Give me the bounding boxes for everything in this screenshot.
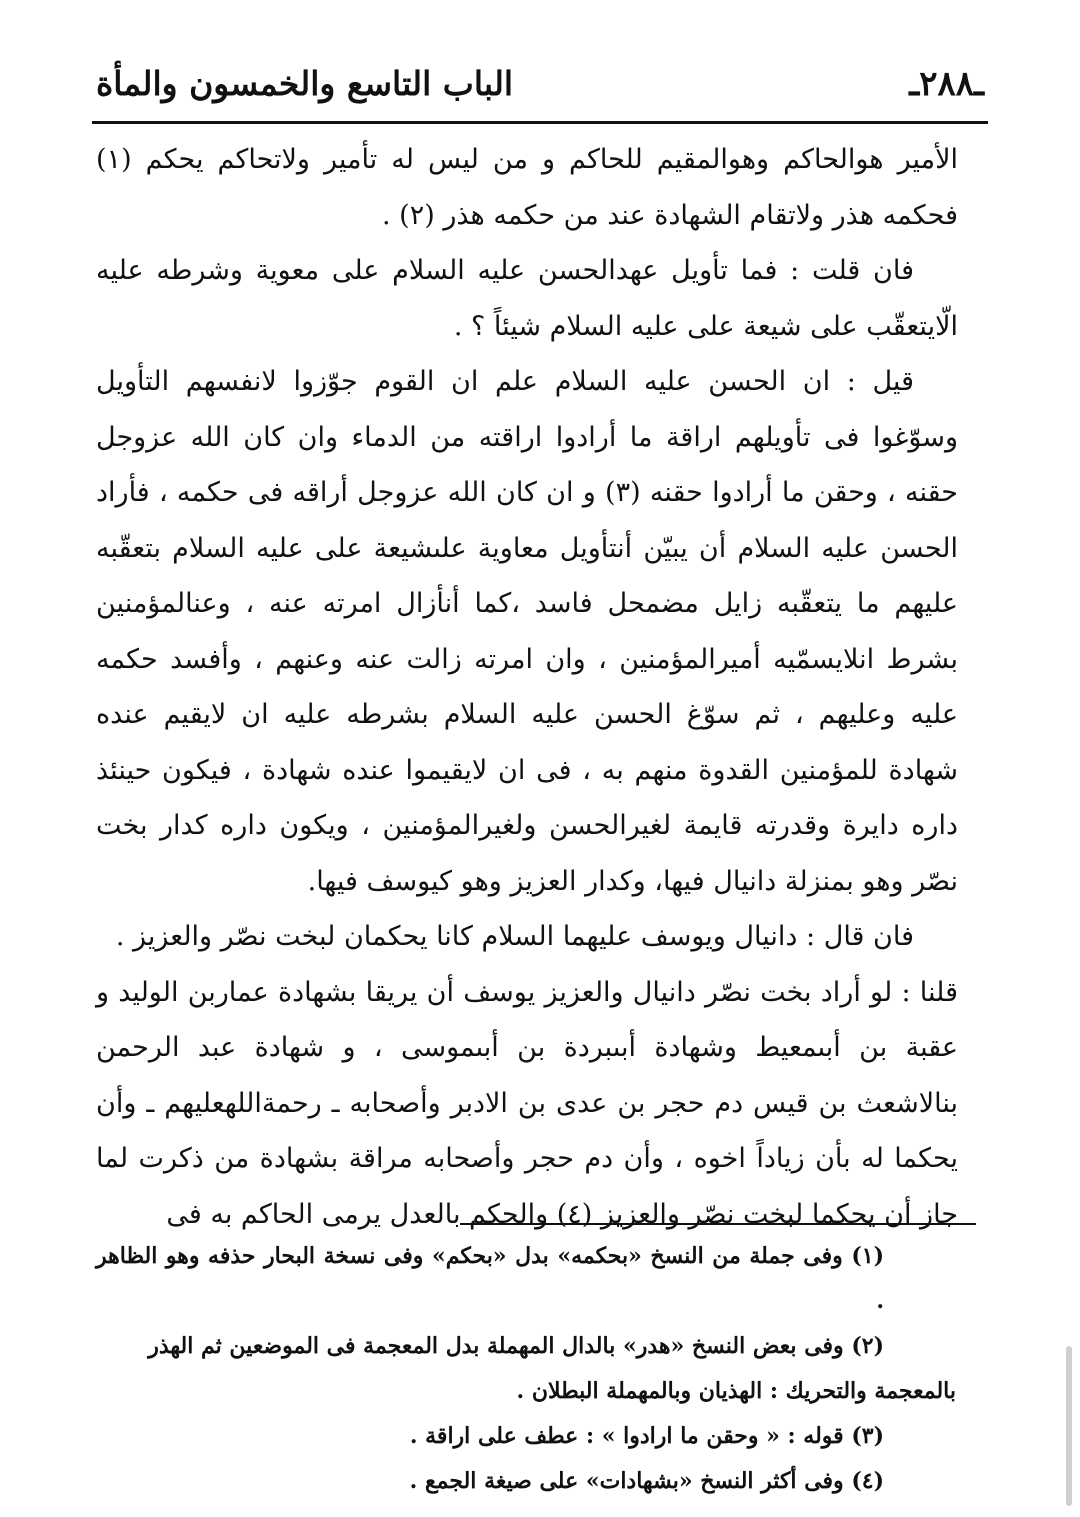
footnote: (۲) وفى بعض النسخ «هدر» بالدال المهملة بدل المعجمة فى الموضعين ثم الهذر	[148, 1333, 884, 1359]
paragraph: فان قال : دانيال ويوسف عليهما السلام كانا يحكمان لبخت نصّر والعزيز .	[115, 921, 914, 952]
page-number: ـ۲۸۸ـ	[909, 64, 984, 104]
footnote: (۱) وفى جملة من النسخ «بحكمه» بدل «بحكم» وفى نسخة البحار حذفه وهو الظاهر .	[96, 1243, 884, 1314]
footnote-divider	[460, 1223, 976, 1225]
paragraph: قلنا : لو أراد بخت نصّر دانيال والعزيز يوسف أن يريقا بشهادة عماربن الوليد و عقبة بن أبىمعيط وشهادة أبىبردة بن أبىموسى ، و شهادة عبد الرحمن بنالاشعث بن قيس دم حجر بن عدى بن الادبر وأصحابه ـ رحمةاللهعليهم ـ وأن يحكما له بأن زياداً اخوه ، وأن دم حجر وأصحابه مراقة بشهادة من ذكرت لما جاز أن يحكما لبخت نصّر والعزيز (٤) والحكم بالعدل يرمى الحاكم به فى	[96, 976, 958, 1230]
running-header	[96, 58, 984, 118]
footnote: (۳) قوله : « وحقن ما ارادوا » : عطف على اراقة .	[409, 1423, 884, 1449]
footnote: (٤) وفى أكثر النسخ «بشهادات» على صيغة الجمع .	[409, 1468, 884, 1494]
chapter-title: الباب التاسع والخمسون والمأة	[96, 64, 514, 103]
main-text	[96, 132, 958, 1242]
paragraph: الأمير هوالحاكم وهوالمقيم للحاكم و من ليس له تأمير ولاتحاكم يحكم (۱) فحكمه هذر ولاتقام الشهادة عند من حكمه هذر (۲) .	[96, 144, 958, 231]
scrollbar-thumb[interactable]	[1066, 1346, 1072, 1506]
paragraph: فان قلت : فما تأويل عهدالحسن عليه السلام على معوية وشرطه عليه الّايتعقّب على شيعة على عليه السلام شيئاً ؟ .	[96, 255, 958, 342]
footnote-continuation: بالمعجمة والتحريك : الهذيان وبالمهملة البطلان .	[516, 1378, 956, 1404]
paragraph: قيل : ان الحسن عليه السلام علم ان القوم جوّزوا لانفسهم التأويل وسوّغوا فى تأويلهم اراقة ما أرادوا اراقته من الدماء وان كان الله عزوجل حقنه ، وحقن ما أرادوا حقنه (۳) و ان كان الله عزوجل أراقه فى حكمه ، فأراد الحسن عليه السلام أن يبيّن أنتأويل معاوية علىشيعة على عليه السلام بتعقّبه عليهم ما يتعقّبه زايل مضمحل فاسد ،كما أنأزال امرته عنه ، وعنالمؤمنين بشرط انلايسمّيه أميرالمؤمنين ، وان امرته زالت عنه وعنهم ، وأفسد حكمه عليه وعليهم ، ثم سوّغ الحسن عليه السلام بشرطه عليه ان لايقيم عنده شهادة للمؤمنين القدوة منهم به ، فى ان لايقيموا عنده شهادة ، فيكون حينئذ داره دايرة وقدرته قايمة لغيرالحسن ولغيرالمؤمنين ، ويكون داره كدار بخت نصّر وهو بمنزلة دانيال فيها، وكدار العزيز وهو كيوسف فيها.	[96, 366, 958, 897]
header-divider	[92, 121, 988, 124]
footnotes	[96, 1234, 956, 1504]
